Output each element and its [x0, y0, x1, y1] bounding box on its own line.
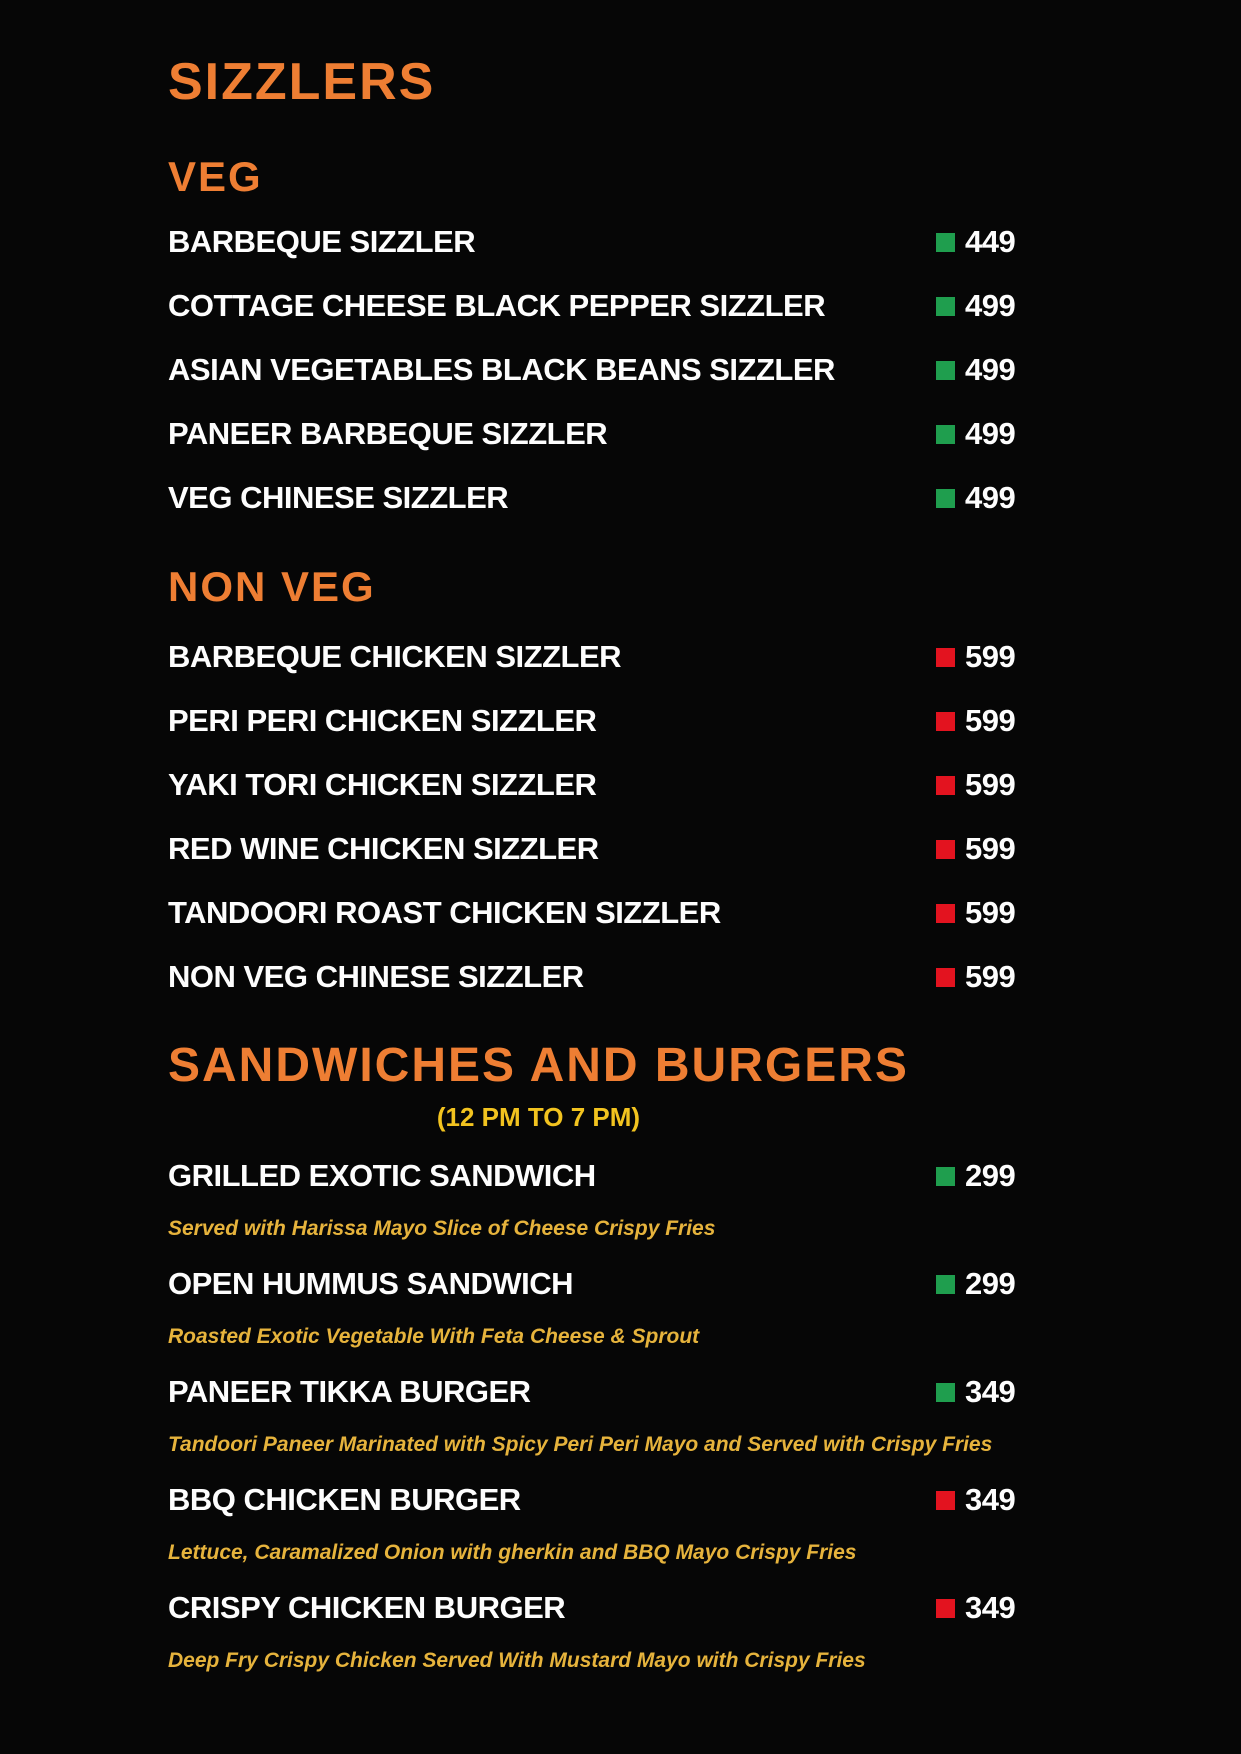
menu-item-price: 349	[965, 1482, 1016, 1517]
menu-item-group	[168, 482, 1014, 514]
menu-item-row	[168, 1268, 1014, 1300]
price-cell	[936, 639, 1014, 675]
menu-item-description: Tandoori Paneer Marinated with Spicy Peri Peri Mayo and Served with Crispy Fries	[168, 1433, 993, 1456]
menu-item-name: RED WINE CHICKEN SIZZLER	[168, 831, 599, 866]
menu-item-price: 299	[965, 1158, 1016, 1193]
veg-indicator-icon	[936, 233, 955, 252]
price-cell	[936, 1266, 1014, 1302]
veg-indicator-icon	[936, 1275, 955, 1294]
menu-item-group	[168, 897, 1014, 929]
price-cell	[936, 480, 1014, 516]
menu-item-price: 499	[965, 288, 1016, 323]
menu-item-description: Lettuce, Caramalized Onion with gherkin and BBQ Mayo Crispy Fries	[168, 1541, 857, 1564]
price-cell	[936, 831, 1014, 867]
non-veg-indicator-icon	[936, 968, 955, 987]
menu-item-price: 349	[965, 1374, 1016, 1409]
price-cell	[936, 959, 1014, 995]
menu-item-price: 599	[965, 639, 1016, 674]
menu-item-name: NON VEG CHINESE SIZZLER	[168, 959, 584, 994]
menu-item-price: 599	[965, 895, 1016, 930]
sandwiches-item-list	[168, 1160, 1014, 1672]
menu-item-group	[168, 961, 1014, 993]
menu-item-group	[168, 354, 1014, 386]
menu-item-group	[168, 1484, 1014, 1564]
price-cell	[936, 1158, 1014, 1194]
menu-item-price: 599	[965, 767, 1016, 802]
price-cell	[936, 895, 1014, 931]
menu-item-group	[168, 1268, 1014, 1348]
menu-item-group	[168, 705, 1014, 737]
menu-item-name: BARBEQUE SIZZLER	[168, 224, 476, 259]
non-veg-group-heading: NON VEG	[168, 563, 376, 610]
menu-item-name: TANDOORI ROAST CHICKEN SIZZLER	[168, 895, 721, 930]
menu-item-group	[168, 418, 1014, 450]
non-veg-indicator-icon	[936, 776, 955, 795]
menu-item-group	[168, 833, 1014, 865]
menu-item-row	[168, 1592, 1014, 1624]
veg-item-list	[168, 226, 1014, 514]
non-veg-item-list	[168, 641, 1014, 993]
menu-item-price: 499	[965, 352, 1016, 387]
menu-item-name: PANEER BARBEQUE SIZZLER	[168, 416, 608, 451]
price-cell	[936, 416, 1014, 452]
sizzlers-section-heading: SIZZLERS	[168, 53, 436, 111]
menu-item-price: 449	[965, 224, 1016, 259]
veg-indicator-icon	[936, 489, 955, 508]
section-timing-note: (12 PM TO 7 PM)	[436, 1102, 641, 1132]
menu-item-row	[168, 833, 1014, 865]
menu-item-row	[168, 1376, 1014, 1408]
veg-indicator-icon	[936, 425, 955, 444]
menu-item-name: GRILLED EXOTIC SANDWICH	[168, 1158, 596, 1193]
price-cell	[936, 224, 1014, 260]
menu-item-row	[168, 705, 1014, 737]
sandwiches-section-heading: SANDWICHES AND BURGERS	[168, 1039, 909, 1092]
veg-indicator-icon	[936, 297, 955, 316]
menu-item-group	[168, 1592, 1014, 1672]
non-veg-indicator-icon	[936, 904, 955, 923]
non-veg-indicator-icon	[936, 712, 955, 731]
menu-item-group	[168, 226, 1014, 258]
menu-item-row	[168, 418, 1014, 450]
menu-item-name: YAKI TORI CHICKEN SIZZLER	[168, 767, 597, 802]
menu-item-row	[168, 290, 1014, 322]
menu-item-name: VEG CHINESE SIZZLER	[168, 480, 509, 515]
menu-item-row	[168, 641, 1014, 673]
price-cell	[936, 1590, 1014, 1626]
non-veg-indicator-icon	[936, 1599, 955, 1618]
price-cell	[936, 703, 1014, 739]
menu-item-group	[168, 1160, 1014, 1240]
non-veg-indicator-icon	[936, 648, 955, 667]
non-veg-indicator-icon	[936, 840, 955, 859]
menu-item-row	[168, 1484, 1014, 1516]
menu-item-name: COTTAGE CHEESE BLACK PEPPER SIZZLER	[168, 288, 826, 323]
menu-item-row	[168, 482, 1014, 514]
menu-item-price: 499	[965, 480, 1016, 515]
menu-item-name: CRISPY CHICKEN BURGER	[168, 1590, 566, 1625]
veg-indicator-icon	[936, 361, 955, 380]
non-veg-indicator-icon	[936, 1491, 955, 1510]
menu-item-description: Served with Harissa Mayo Slice of Cheese Crispy Fries	[168, 1217, 716, 1240]
sandwiches-heading-block	[168, 1039, 909, 1132]
menu-item-price: 599	[965, 959, 1016, 994]
price-cell	[936, 1374, 1014, 1410]
price-cell	[936, 352, 1014, 388]
veg-group-heading: VEG	[168, 153, 263, 200]
menu-item-name: PANEER TIKKA BURGER	[168, 1374, 531, 1409]
price-cell	[936, 767, 1014, 803]
price-cell	[936, 288, 1014, 324]
menu-item-price: 299	[965, 1266, 1016, 1301]
menu-item-price: 599	[965, 831, 1016, 866]
menu-item-name: PERI PERI CHICKEN SIZZLER	[168, 703, 597, 738]
menu-item-name: BARBEQUE CHICKEN SIZZLER	[168, 639, 622, 674]
menu-item-description: Deep Fry Crispy Chicken Served With Mustard Mayo with Crispy Fries	[168, 1649, 866, 1672]
menu-item-row	[168, 961, 1014, 993]
menu-item-group	[168, 290, 1014, 322]
menu-item-name: BBQ CHICKEN BURGER	[168, 1482, 521, 1517]
menu-item-price: 599	[965, 703, 1016, 738]
menu-item-row	[168, 354, 1014, 386]
menu-item-price: 499	[965, 416, 1016, 451]
menu-item-group	[168, 1376, 1014, 1456]
menu-item-row	[168, 897, 1014, 929]
veg-indicator-icon	[936, 1167, 955, 1186]
menu-item-row	[168, 1160, 1014, 1192]
menu-item-group	[168, 641, 1014, 673]
price-cell	[936, 1482, 1014, 1518]
menu-item-row	[168, 769, 1014, 801]
veg-indicator-icon	[936, 1383, 955, 1402]
menu-item-name: ASIAN VEGETABLES BLACK BEANS SIZZLER	[168, 352, 835, 387]
menu-item-group	[168, 769, 1014, 801]
menu-item-name: OPEN HUMMUS SANDWICH	[168, 1266, 574, 1301]
menu-item-description: Roasted Exotic Vegetable With Feta Cheese & Sprout	[168, 1325, 700, 1348]
menu-item-price: 349	[965, 1590, 1016, 1625]
menu-item-row	[168, 226, 1014, 258]
